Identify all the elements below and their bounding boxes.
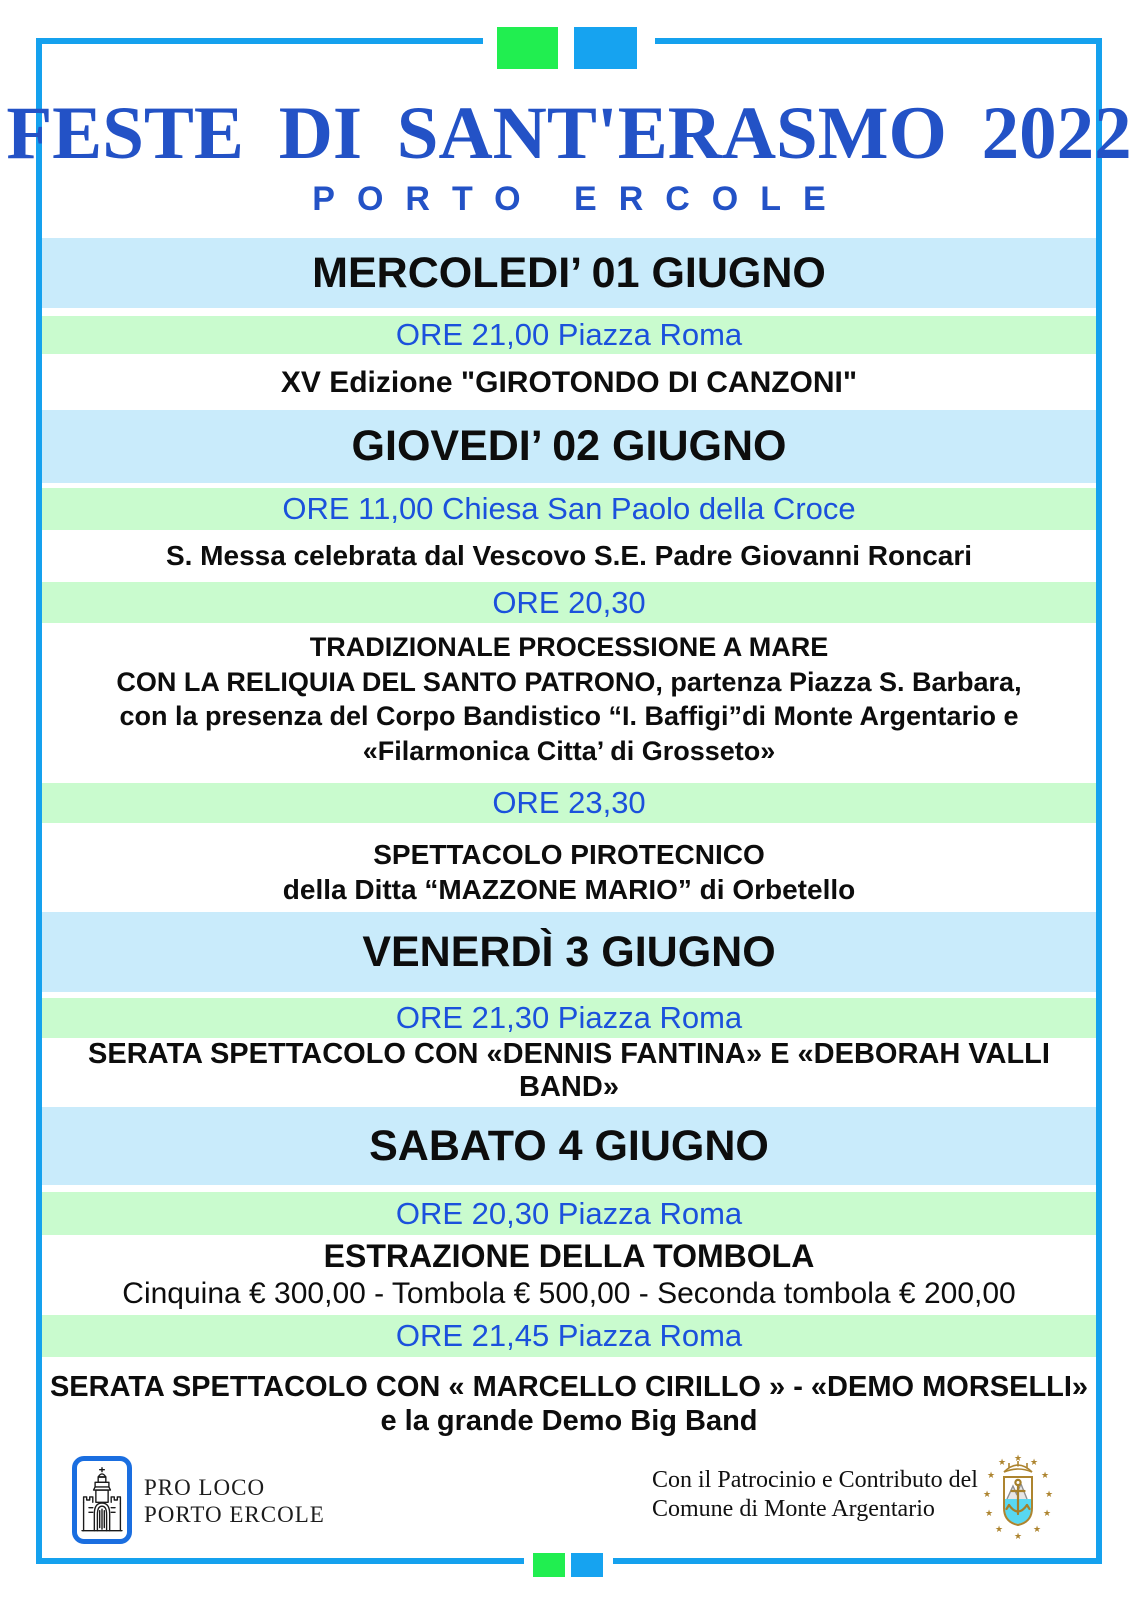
time-banner: ORE 20,30 Piazza Roma: [42, 1192, 1096, 1235]
svg-text:★: ★: [1040, 1471, 1050, 1481]
time-banner: ORE 21,30 Piazza Roma: [42, 998, 1096, 1038]
event-text-block: [42, 836, 1096, 908]
svg-text:★: ★: [1013, 1454, 1023, 1464]
event-text-block: [42, 630, 1096, 768]
time-banner: ORE 21,00 Piazza Roma: [42, 316, 1096, 354]
event-line: SERATA SPETTACOLO CON « MARCELLO CIRILLO » - «DEMO MORSELLI»: [49, 1371, 1089, 1403]
time-banner: ORE 20,30: [42, 582, 1096, 623]
event-line: CON LA RELIQUIA DEL SANTO PATRONO, partenza Piazza S. Barbara,: [116, 666, 1022, 697]
event-text: XV Edizione "GIROTONDO DI CANZONI": [280, 366, 858, 399]
event-line: «Filarmonica Citta’ di Grosseto»: [362, 735, 776, 766]
patrocinio-line2: Comune di Monte Argentario: [652, 1496, 935, 1522]
event-line: TRADIZIONALE PROCESSIONE A MARE: [309, 632, 829, 662]
svg-text:★: ★: [986, 1471, 996, 1481]
event-text: ESTRAZIONE DELLA TOMBOLA: [323, 1237, 815, 1274]
coat-of-arms: [976, 1450, 1060, 1555]
pro-loco-line2: PORTO ERCOLE: [144, 1502, 325, 1527]
tower-gate-icon: [79, 1463, 125, 1537]
time-banner: ORE 23,30: [42, 783, 1096, 823]
event-line: e la grande Demo Big Band: [380, 1405, 758, 1437]
event-text: S. Messa celebrata dal Vescovo S.E. Padre Giovanni Roncari: [165, 540, 973, 571]
svg-text:★: ★: [997, 1458, 1007, 1468]
pro-loco-badge: [72, 1456, 132, 1544]
event-line: della Ditta “MAZZONE MARIO” di Orbetello: [282, 874, 856, 905]
svg-text:★: ★: [1013, 1532, 1023, 1542]
svg-text:★: ★: [1042, 1509, 1052, 1519]
svg-text:★: ★: [1032, 1525, 1042, 1535]
monte-argentario-crest-icon: [976, 1450, 1060, 1550]
pro-loco-line1: PRO LOCO: [144, 1475, 266, 1500]
day-header-venerdi: VENERDÌ 3 GIUGNO: [42, 912, 1096, 992]
event-line: con la presenza del Corpo Bandistico “I. Baffigi”di Monte Argentario e: [119, 701, 1019, 731]
time-banner: ORE 11,00 Chiesa San Paolo della Croce: [42, 488, 1096, 530]
day-header-sabato: SABATO 4 GIUGNO: [42, 1107, 1096, 1185]
patrocinio-text: [652, 1466, 982, 1524]
top-green-square-icon: [497, 27, 558, 69]
top-blue-square-icon: [574, 27, 637, 69]
svg-text:★: ★: [1029, 1458, 1039, 1468]
event-text: Cinquina € 300,00 - Tombola € 500,00 - Seconda tombola € 200,00: [122, 1277, 1016, 1310]
page-title: FESTE DI SANT'ERASMO 2022: [6, 92, 1132, 175]
bottom-blue-square-icon: [571, 1553, 603, 1577]
svg-text:★: ★: [1044, 1490, 1054, 1500]
time-banner: ORE 21,45 Piazza Roma: [42, 1315, 1096, 1357]
page-subtitle: PORTO ERCOLE: [312, 179, 848, 218]
svg-text:★: ★: [984, 1509, 994, 1519]
svg-text:★: ★: [994, 1525, 1004, 1535]
svg-text:★: ★: [982, 1490, 992, 1500]
pro-loco-label: [144, 1474, 325, 1528]
bottom-green-square-icon: [533, 1553, 565, 1577]
event-line: SPETTACOLO PIROTECNICO: [373, 839, 765, 870]
patrocinio-line1: Con il Patrocinio e Contributo del: [652, 1467, 978, 1493]
event-text: SERATA SPETTACOLO CON «DENNIS FANTINA» E «DEBORAH VALLI BAND»: [88, 1038, 1050, 1103]
event-text-block: [42, 1366, 1096, 1442]
day-header-mercoledi: MERCOLEDI’ 01 GIUGNO: [42, 238, 1096, 308]
day-header-giovedi: GIOVEDI’ 02 GIUGNO: [42, 410, 1096, 483]
